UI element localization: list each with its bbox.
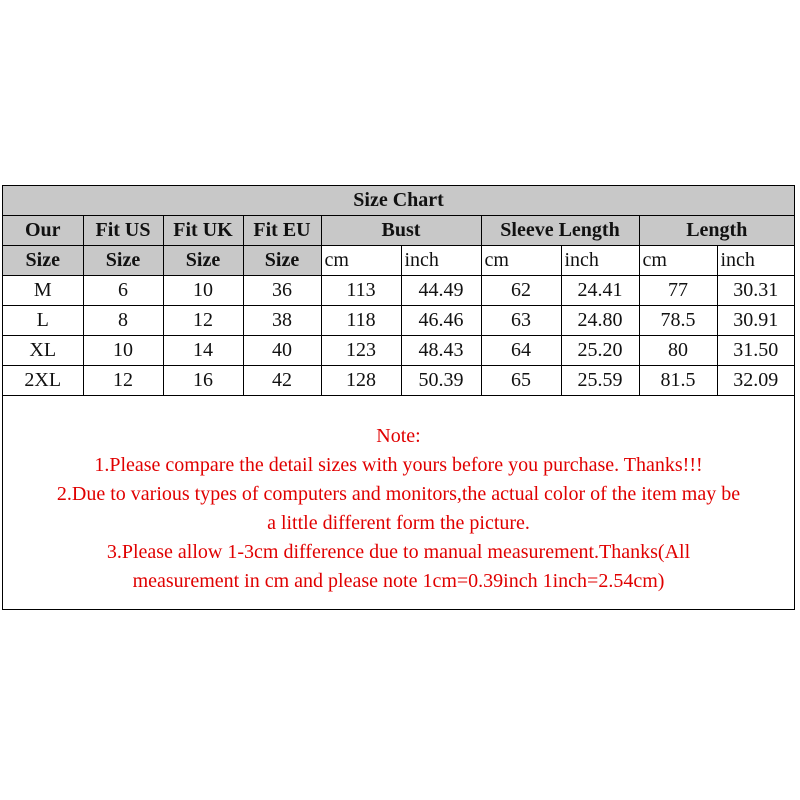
cell-eu: 36 [243,276,321,306]
cell-sleeve-cm: 64 [481,336,561,366]
cell-sleeve-cm: 63 [481,306,561,336]
cell-eu: 42 [243,366,321,396]
size-chart-table [3,186,794,396]
cell-sleeve-inch: 25.20 [561,336,639,366]
unit-sleeve-cm: cm [481,246,561,276]
chart-title: Size Chart [3,186,794,216]
cell-length-cm: 78.5 [639,306,717,336]
cell-us: 12 [83,366,163,396]
unit-bust-cm: cm [321,246,401,276]
table-row [3,306,794,336]
header-length: Length [639,216,794,246]
cell-sleeve-inch: 25.59 [561,366,639,396]
cell-length-inch: 32.09 [717,366,794,396]
cell-uk: 16 [163,366,243,396]
table-row [3,366,794,396]
cell-sleeve-cm: 62 [481,276,561,306]
header-fit-uk: Fit UK [163,216,243,246]
cell-us: 6 [83,276,163,306]
note-heading: Note: [376,425,421,447]
unit-sleeve-inch: inch [561,246,639,276]
cell-bust-inch: 50.39 [401,366,481,396]
cell-bust-cm: 128 [321,366,401,396]
table-row [3,276,794,306]
header-our-size-2: Size [3,246,83,276]
header-our-size: Our [3,216,83,246]
table-row [3,336,794,366]
header-sleeve-length: Sleeve Length [481,216,639,246]
header-fit-eu: Fit EU [243,216,321,246]
cell-sleeve-inch: 24.80 [561,306,639,336]
header-fit-us: Fit US [83,216,163,246]
note-line: 2.Due to various types of computers and monitors,the actual color of the item may be [56,483,741,505]
cell-length-cm: 81.5 [639,366,717,396]
header-fit-uk-2: Size [163,246,243,276]
unit-length-inch: inch [717,246,794,276]
cell-sleeve-inch: 24.41 [561,276,639,306]
note-line: measurement in cm and please note 1cm=0.39inch 1inch=2.54cm) [132,570,665,592]
cell-us: 8 [83,306,163,336]
cell-our-size: L [3,306,83,336]
cell-bust-inch: 44.49 [401,276,481,306]
cell-bust-inch: 46.46 [401,306,481,336]
cell-length-cm: 80 [639,336,717,366]
cell-uk: 10 [163,276,243,306]
cell-us: 10 [83,336,163,366]
cell-length-inch: 30.91 [717,306,794,336]
cell-our-size: 2XL [3,366,83,396]
cell-bust-cm: 113 [321,276,401,306]
cell-eu: 40 [243,336,321,366]
unit-length-cm: cm [639,246,717,276]
note-line: a little different form the picture. [267,512,530,534]
cell-our-size: M [3,276,83,306]
cell-bust-inch: 48.43 [401,336,481,366]
note-line: 1.Please compare the detail sizes with yours before you purchase. Thanks!!! [94,454,703,476]
cell-our-size: XL [3,336,83,366]
header-bust: Bust [321,216,481,246]
cell-sleeve-cm: 65 [481,366,561,396]
cell-length-cm: 77 [639,276,717,306]
header-fit-eu-2: Size [243,246,321,276]
notes-block [3,422,794,596]
cell-bust-cm: 123 [321,336,401,366]
header-fit-us-2: Size [83,246,163,276]
unit-bust-inch: inch [401,246,481,276]
cell-eu: 38 [243,306,321,336]
cell-bust-cm: 118 [321,306,401,336]
note-line: 3.Please allow 1-3cm difference due to manual measurement.Thanks(All [106,541,691,563]
cell-uk: 14 [163,336,243,366]
cell-length-inch: 31.50 [717,336,794,366]
cell-uk: 12 [163,306,243,336]
cell-length-inch: 30.31 [717,276,794,306]
size-chart-sheet [2,185,795,610]
